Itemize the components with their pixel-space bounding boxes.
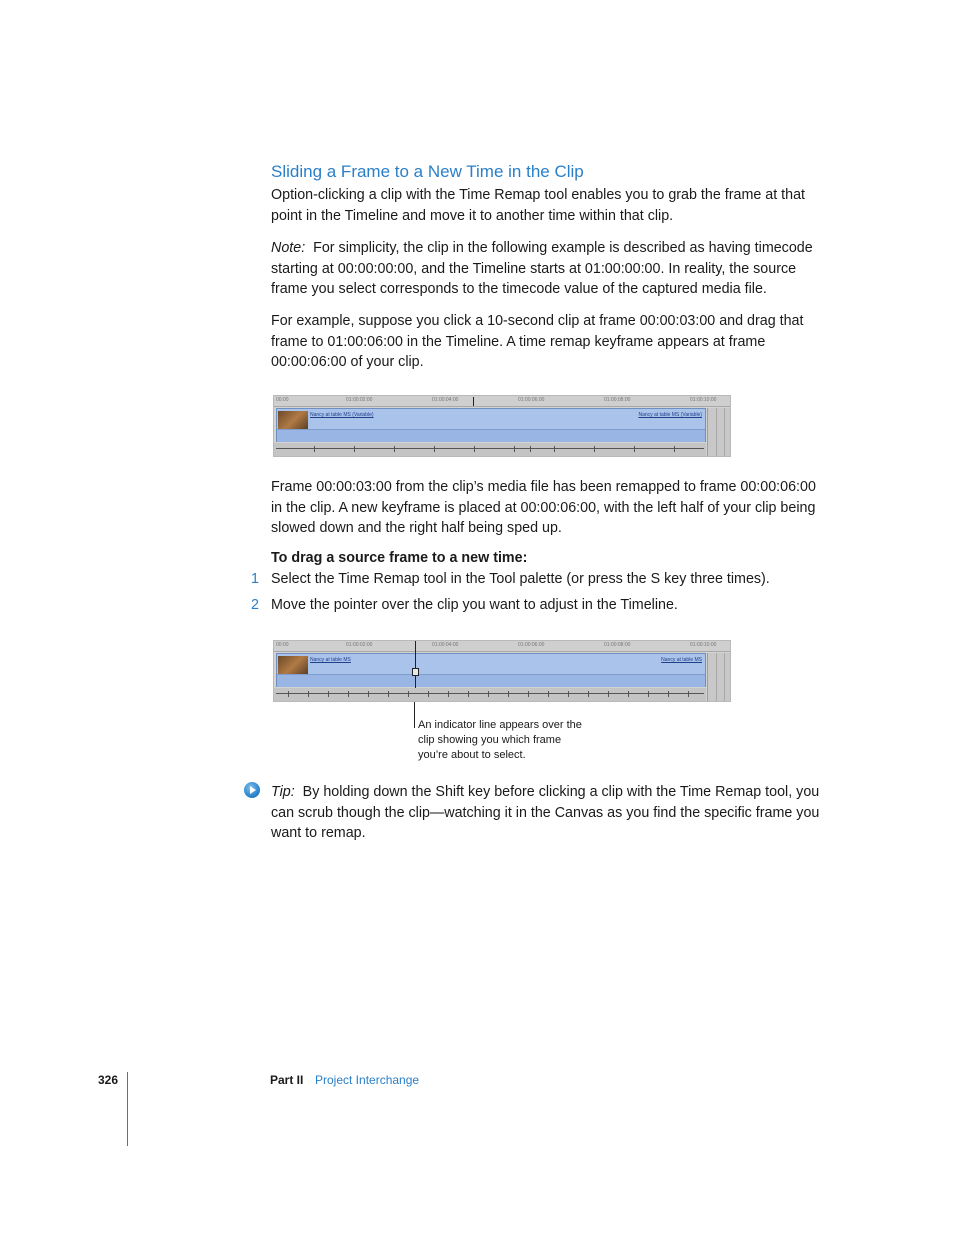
ruler-label: 01:00:04:00 (432, 642, 459, 648)
strip-tick (434, 446, 435, 452)
procedure-heading: To drag a source frame to a new time: (271, 550, 528, 566)
strip-tick (688, 691, 689, 697)
step-number: 2 (251, 597, 259, 613)
strip-tick (394, 446, 395, 452)
strip-tick (288, 691, 289, 697)
step-text: Move the pointer over the clip you want to adjust in the Timeline. (271, 597, 678, 613)
clip-subtrack (277, 429, 705, 442)
note-label: Note: (271, 240, 306, 256)
tip-text: By holding down the Shift key before clicking a clip with the Time Remap tool, you can scrub though the clip—watching it in the Canvas as you find the specific frame you want to remap. (271, 784, 820, 842)
tip-arrow-icon (244, 782, 260, 798)
note-paragraph (271, 238, 827, 300)
panel-gridline (724, 653, 725, 701)
timeline-figure-2 (273, 640, 731, 702)
playhead-indicator (473, 397, 474, 406)
strip-tick (568, 691, 569, 697)
strip-tick (508, 691, 509, 697)
strip-tick (594, 446, 595, 452)
strip-tick (588, 691, 589, 697)
clip-subtrack (277, 674, 705, 687)
footer-part: Part II (270, 1073, 304, 1087)
panel-gridline (716, 653, 717, 701)
strip-tick (428, 691, 429, 697)
clip-track[interactable] (276, 653, 706, 687)
clip-label-right: Nancy at table MS (Variable) (638, 412, 702, 418)
strip-tick (648, 691, 649, 697)
strip-tick (548, 691, 549, 697)
timeline-side-panel (707, 408, 731, 456)
ruler-label: 01:00:02:00 (346, 397, 373, 403)
tip-label: Tip: (271, 784, 295, 800)
strip-tick (354, 446, 355, 452)
step-number: 1 (251, 571, 259, 587)
keyframe-graph-line (276, 448, 704, 449)
panel-gridline (716, 408, 717, 456)
step-text: Select the Time Remap tool in the Tool palette (or press the S key three times). (271, 571, 770, 587)
keyframe-marker (530, 446, 531, 452)
strip-tick (448, 691, 449, 697)
strip-tick (308, 691, 309, 697)
page-number: 326 (98, 1073, 119, 1087)
strip-tick (528, 691, 529, 697)
ruler-label: 01:00:02:00 (346, 642, 373, 648)
footer-rule (127, 1072, 128, 1146)
strip-tick (348, 691, 349, 697)
timeline-side-panel (707, 653, 731, 701)
ruler-label: 01:00:04:00 (432, 397, 459, 403)
panel-gridline (724, 408, 725, 456)
ruler-label: 01:00:06:00 (518, 397, 545, 403)
intro-paragraph: Option-clicking a clip with the Time Remap tool enables you to grab the frame at that point in the Timeline and move it to another time within that clip. (271, 187, 806, 224)
ruler-label: 00:00 (276, 642, 289, 648)
strip-tick (488, 691, 489, 697)
strip-tick (468, 691, 469, 697)
ruler-label: 01:00:06:00 (518, 642, 545, 648)
strip-tick (668, 691, 669, 697)
strip-tick (328, 691, 329, 697)
section-heading: Sliding a Frame to a New Time in the Clip (271, 162, 584, 181)
callout-leader-line (414, 702, 415, 728)
timeline-ruler (274, 641, 730, 652)
clip-label-left: Nancy at table MS (Variable) (310, 412, 374, 418)
after-figure-paragraph: Frame 00:00:03:00 from the clip’s media file has been remapped to frame 00:00:06:00 in the clip. A new keyframe is placed at 00:00:06:00, with the left half of your clip being slowed down and the right half being sped up. (271, 479, 816, 537)
strip-tick (634, 446, 635, 452)
timeline-ruler (274, 396, 730, 407)
tip-paragraph (271, 782, 827, 844)
strip-tick (408, 691, 409, 697)
strip-tick (554, 446, 555, 452)
clip-track[interactable] (276, 408, 706, 442)
strip-tick (368, 691, 369, 697)
strip-tick (388, 691, 389, 697)
time-remap-pointer-icon (412, 668, 419, 676)
strip-tick (474, 446, 475, 452)
strip-tick (674, 446, 675, 452)
ruler-label: 01:00:08:00 (604, 397, 631, 403)
ruler-label: 00:00 (276, 397, 289, 403)
keyframe-strip (274, 688, 706, 701)
ruler-label: 01:00:10:00 (690, 642, 717, 648)
strip-tick (608, 691, 609, 697)
figure-callout: An indicator line appears over the clip showing you which frame you’re about to select. (418, 719, 582, 761)
ruler-label: 01:00:10:00 (690, 397, 717, 403)
footer-chapter-link[interactable]: Project Interchange (315, 1073, 420, 1087)
clip-label-right: Nancy at table MS (661, 657, 702, 663)
keyframe-graph-line (276, 693, 704, 694)
timeline-figure-1 (273, 395, 731, 457)
example-paragraph: For example, suppose you click a 10-second clip at frame 00:00:03:00 and drag that frame to 01:00:06:00 in the Timeline. A time remap keyframe appears at frame 00:00:06:00 of your clip. (271, 313, 804, 371)
strip-tick (514, 446, 515, 452)
note-text: For simplicity, the clip in the following example is described as having timecode starting at 00:00:00:00, and the Timeline starts at 01:00:00:00. In reality, the source frame you select corresponds to the timecode value of the captured media file. (271, 240, 813, 298)
clip-label-left: Nancy at table MS (310, 657, 351, 663)
strip-tick (628, 691, 629, 697)
strip-tick (314, 446, 315, 452)
ruler-label: 01:00:08:00 (604, 642, 631, 648)
keyframe-strip (274, 443, 706, 456)
